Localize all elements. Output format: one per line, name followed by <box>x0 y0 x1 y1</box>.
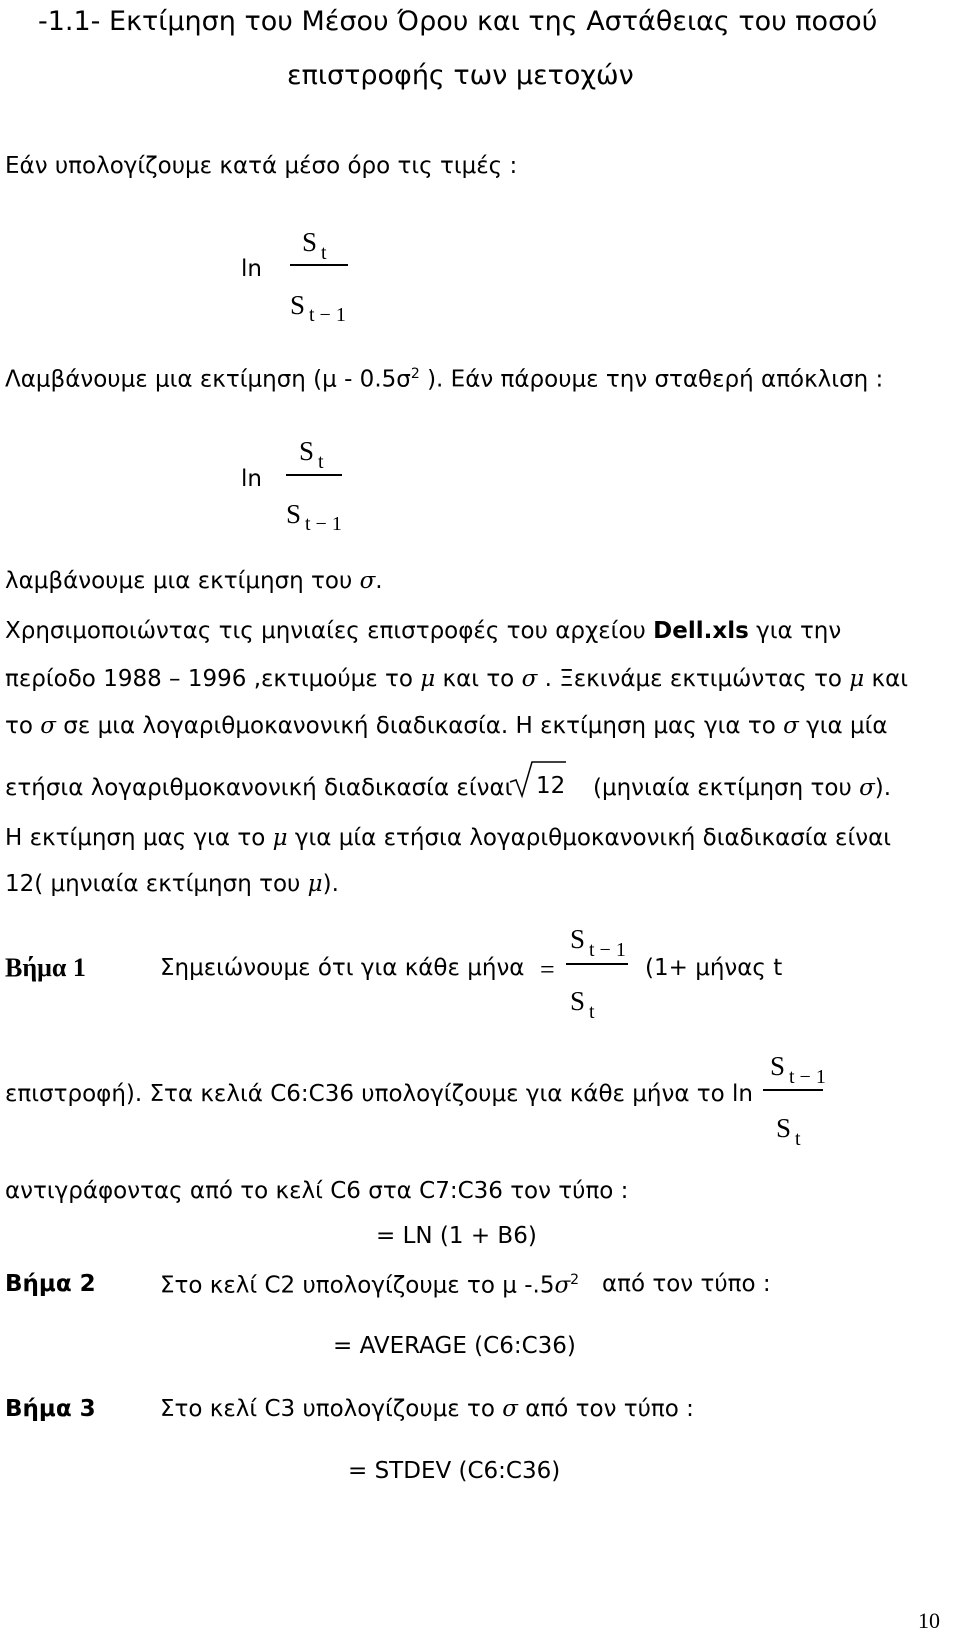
title-line-1: -1.1- Εκτίμηση του Μέσου Όρου και της Αστάθειας του ποσού <box>38 6 878 37</box>
para-text: και <box>864 666 909 692</box>
estimate-superscript: 2 <box>410 366 420 382</box>
ln-label: ln <box>241 466 262 492</box>
step-2-text <box>160 1273 579 1298</box>
numerator-subscript: t <box>318 451 324 473</box>
step-2-text-a: Στο κελί C2 υπολογίζουμε το μ -.5 <box>160 1272 555 1299</box>
fraction-bar <box>290 264 348 266</box>
sigma-symbol: σ <box>502 1396 518 1422</box>
para-line-4 <box>5 777 512 800</box>
step-2-formula: = AVERAGE (C6:C36) <box>333 1333 576 1359</box>
mu-symbol: μ <box>307 871 323 897</box>
numerator-subscript: t − 1 <box>589 939 626 961</box>
para-text: ετήσια λογαριθμοκανονική διαδικασία είναι <box>5 775 513 801</box>
para-line-5 <box>5 827 891 850</box>
estimate-text-b: ). Εάν πάρουμε την σταθερή απόκλιση : <box>419 366 884 393</box>
sigma-symbol: σ <box>783 713 799 739</box>
numerator-s: S <box>570 924 586 954</box>
mu-symbol: μ <box>849 666 865 692</box>
sigma-symbol: σ <box>359 568 376 594</box>
intro-text: Εάν υπολογίζουμε κατά μέσο όρο τις τιμές : <box>5 153 518 179</box>
para-text: Χρησιμοποιώντας τις μηνιαίες επιστροφές του αρχείου <box>5 618 654 644</box>
para-text: . Ξεκινάμε εκτιμώντας το <box>537 666 850 692</box>
file-name: Dell.xls <box>653 618 749 644</box>
estimate-line <box>5 367 883 392</box>
step-3-text-a: Στο κελί C3 υπολογίζουμε το <box>160 1396 503 1422</box>
denominator-subscript: t <box>589 1001 595 1023</box>
sigma-symbol: σ <box>521 666 538 692</box>
numerator-s: S <box>299 436 315 466</box>
numerator-subscript: t − 1 <box>789 1066 826 1088</box>
denominator-s: S <box>570 986 586 1016</box>
sigma-estimate-line <box>5 570 383 593</box>
para-text: για μία ετήσια λογαριθμοκανονική διαδικασία είναι <box>287 825 892 851</box>
numerator-s: S <box>302 227 318 257</box>
para-text: το <box>5 713 41 739</box>
page-number: 10 <box>918 1608 940 1633</box>
equals-sign: = <box>540 955 555 984</box>
numerator-s: S <box>770 1051 786 1081</box>
para-line-6 <box>5 873 339 896</box>
mu-symbol: μ <box>272 825 288 851</box>
sigma-symbol: σ <box>554 1272 571 1299</box>
numerator-subscript: t <box>321 242 327 264</box>
sigma-line-text: λαμβάνουμε μια εκτίμηση του <box>5 568 360 594</box>
para-line-4-rest <box>593 777 891 800</box>
step-2-text-b: από τον τύπο : <box>602 1271 771 1297</box>
para-line-3 <box>5 715 888 738</box>
step-1-label: Βήμα 1 <box>5 953 86 982</box>
denominator-subscript: t − 1 <box>309 304 346 326</box>
estimate-text-a: Λαμβάνουμε μια εκτίμηση (μ - 0.5σ <box>5 366 411 393</box>
denominator-s: S <box>290 290 306 320</box>
denominator-subscript: t − 1 <box>305 513 342 535</box>
para-text: για μία <box>798 713 888 739</box>
denominator-subscript: t <box>795 1128 801 1150</box>
step-3-label: Βήμα 3 <box>5 1396 96 1422</box>
mu-symbol: μ <box>420 666 436 692</box>
denominator-s: S <box>286 499 302 529</box>
step-1-line-3: αντιγράφοντας από το κελί C6 στα C7:C36 τον τύπο : <box>5 1178 629 1204</box>
fraction-bar <box>566 963 628 965</box>
sigma-line-period: . <box>375 568 383 594</box>
para-text: ). <box>322 871 339 897</box>
step-2-label: Βήμα 2 <box>5 1271 96 1297</box>
para-line-2 <box>5 668 908 691</box>
step-3-text-b: από τον τύπο : <box>517 1396 694 1422</box>
sigma-symbol: σ <box>40 713 56 739</box>
fraction-bar <box>763 1089 823 1091</box>
step-1-text: Σημειώνουμε ότι για κάθε μήνα <box>160 955 525 981</box>
denominator-s: S <box>776 1113 792 1143</box>
step-1-after: (1+ μήνας t <box>645 955 783 981</box>
para-text: (μηνιαία εκτίμηση του <box>593 775 860 801</box>
sigma-symbol: σ <box>859 775 875 801</box>
para-text: περίοδο 1988 – 1996 ,εκτιμούμε το <box>5 666 421 692</box>
ln-label: ln <box>241 256 262 282</box>
sqrt-value: 12 <box>536 773 566 799</box>
step-3-formula: = STDEV (C6:C36) <box>348 1458 561 1484</box>
fraction-bar <box>286 474 342 476</box>
para-line-1 <box>5 620 841 643</box>
para-text: Η εκτίμηση μας για το <box>5 825 273 851</box>
para-text: 12( μηνιαία εκτίμηση του <box>5 871 308 897</box>
para-text: σε μια λογαριθμοκανονική διαδικασία. Η εκτίμηση μας για το <box>55 713 784 739</box>
step-3-text <box>160 1398 694 1421</box>
step-1-line-2: επιστροφή). Στα κελιά C6:C36 υπολογίζουμε για κάθε μήνα το ln <box>5 1081 753 1107</box>
para-text: και το <box>435 666 522 692</box>
title-line-2: επιστροφής των μετοχών <box>287 60 634 91</box>
para-text: ). <box>874 775 892 801</box>
step-2-superscript: 2 <box>570 1272 580 1288</box>
step-1-formula: = LN (1 + B6) <box>376 1223 537 1249</box>
para-text: για την <box>748 618 842 644</box>
